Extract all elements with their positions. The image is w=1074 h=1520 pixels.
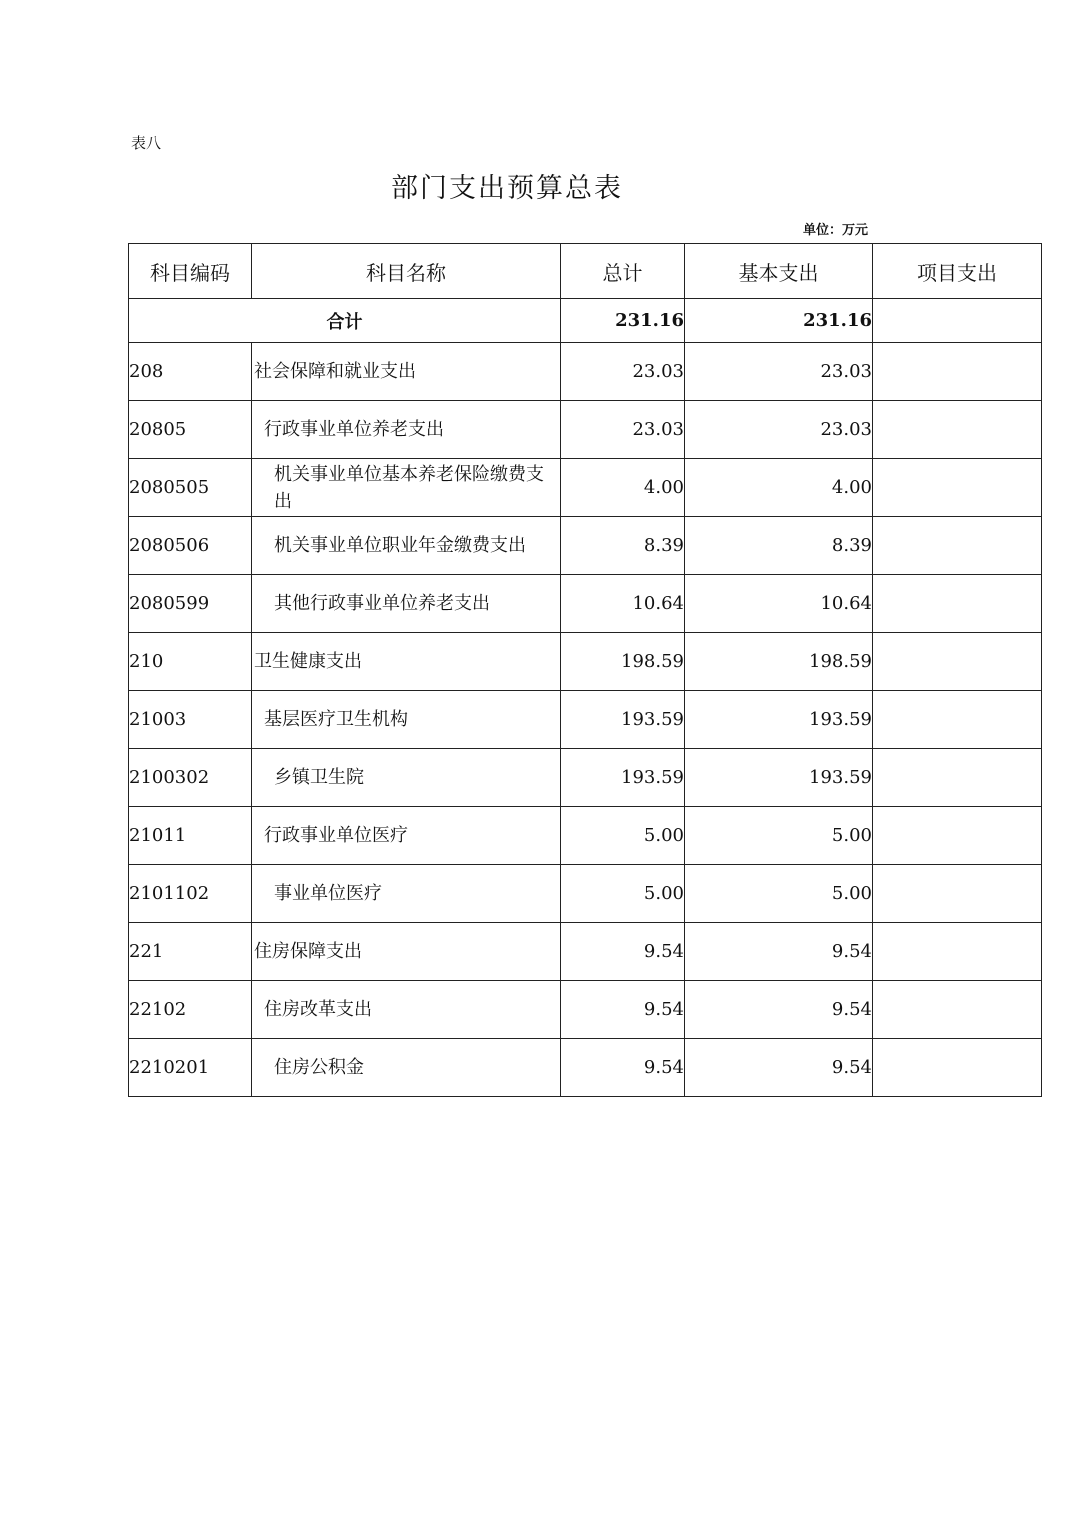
row-code: 22102 xyxy=(129,981,252,1039)
row-total: 9.54 xyxy=(561,981,685,1039)
row-name xyxy=(252,691,561,749)
total-basic: 231.16 xyxy=(685,299,873,343)
row-basic: 8.39 xyxy=(685,517,873,575)
row-name xyxy=(252,343,561,401)
row-name-text: 住房改革支出 xyxy=(264,999,372,1020)
row-name xyxy=(252,749,561,807)
row-project xyxy=(873,517,1042,575)
table-row xyxy=(129,981,1042,1039)
row-basic: 198.59 xyxy=(685,633,873,691)
row-name-text: 住房保障支出 xyxy=(254,941,362,962)
row-basic: 9.54 xyxy=(685,923,873,981)
row-code: 2210201 xyxy=(129,1039,252,1097)
row-project xyxy=(873,865,1042,923)
row-name xyxy=(252,981,561,1039)
row-code: 21003 xyxy=(129,691,252,749)
table-row xyxy=(129,517,1042,575)
column-header-basic: 基本支出 xyxy=(685,244,873,299)
row-basic: 9.54 xyxy=(685,981,873,1039)
table-row xyxy=(129,691,1042,749)
table-row xyxy=(129,865,1042,923)
row-name-text: 基层医疗卫生机构 xyxy=(264,709,408,730)
row-name xyxy=(252,633,561,691)
row-basic: 5.00 xyxy=(685,807,873,865)
row-name xyxy=(252,807,561,865)
row-basic: 23.03 xyxy=(685,343,873,401)
total-label: 合计 xyxy=(129,299,561,343)
row-code: 210 xyxy=(129,633,252,691)
total-row xyxy=(129,299,1042,343)
row-project xyxy=(873,343,1042,401)
table-row xyxy=(129,459,1042,517)
row-name xyxy=(252,459,561,517)
row-total: 8.39 xyxy=(561,517,685,575)
total-sum: 231.16 xyxy=(561,299,685,343)
row-basic: 193.59 xyxy=(685,691,873,749)
table-row xyxy=(129,401,1042,459)
row-name-text: 社会保障和就业支出 xyxy=(254,361,416,382)
row-code: 2100302 xyxy=(129,749,252,807)
budget-table xyxy=(128,243,1042,1097)
table-label: 表八 xyxy=(131,134,162,152)
row-total: 5.00 xyxy=(561,865,685,923)
row-name-text: 行政事业单位医疗 xyxy=(264,825,408,846)
total-project xyxy=(873,299,1042,343)
row-name xyxy=(252,401,561,459)
row-name xyxy=(252,865,561,923)
row-total: 4.00 xyxy=(561,459,685,517)
column-header-name: 科目名称 xyxy=(252,244,561,299)
row-name-text: 行政事业单位养老支出 xyxy=(264,419,444,440)
row-basic: 9.54 xyxy=(685,1039,873,1097)
row-name-text: 机关事业单位基本养老保险缴费支出 xyxy=(274,463,544,512)
row-code: 20805 xyxy=(129,401,252,459)
row-total: 193.59 xyxy=(561,749,685,807)
row-project xyxy=(873,1039,1042,1097)
table-row xyxy=(129,923,1042,981)
row-name-text: 住房公积金 xyxy=(274,1057,364,1078)
page-title: 部门支出预算总表 xyxy=(391,173,623,204)
column-header-total: 总计 xyxy=(561,244,685,299)
row-name xyxy=(252,517,561,575)
row-total: 198.59 xyxy=(561,633,685,691)
row-name-text: 其他行政事业单位养老支出 xyxy=(274,593,490,614)
row-project xyxy=(873,633,1042,691)
row-name-text: 事业单位医疗 xyxy=(274,883,382,904)
row-project xyxy=(873,807,1042,865)
row-project xyxy=(873,691,1042,749)
row-code: 2080506 xyxy=(129,517,252,575)
row-total: 10.64 xyxy=(561,575,685,633)
table-row xyxy=(129,343,1042,401)
row-name xyxy=(252,1039,561,1097)
row-basic: 10.64 xyxy=(685,575,873,633)
row-code: 2080505 xyxy=(129,459,252,517)
row-total: 23.03 xyxy=(561,343,685,401)
row-name-text: 机关事业单位职业年金缴费支出 xyxy=(274,535,526,556)
row-project xyxy=(873,981,1042,1039)
row-basic: 5.00 xyxy=(685,865,873,923)
row-basic: 193.59 xyxy=(685,749,873,807)
row-total: 193.59 xyxy=(561,691,685,749)
unit-label: 单位：万元 xyxy=(802,223,868,238)
row-basic: 23.03 xyxy=(685,401,873,459)
row-name xyxy=(252,575,561,633)
column-header-code: 科目编码 xyxy=(129,244,252,299)
header-row xyxy=(129,244,1042,299)
row-total: 5.00 xyxy=(561,807,685,865)
row-code: 2101102 xyxy=(129,865,252,923)
row-project xyxy=(873,401,1042,459)
row-project xyxy=(873,459,1042,517)
row-basic: 4.00 xyxy=(685,459,873,517)
row-name-text: 乡镇卫生院 xyxy=(274,767,364,788)
row-project xyxy=(873,749,1042,807)
row-name-text: 卫生健康支出 xyxy=(254,651,362,672)
table-row xyxy=(129,575,1042,633)
row-total: 23.03 xyxy=(561,401,685,459)
row-name xyxy=(252,923,561,981)
row-project xyxy=(873,575,1042,633)
column-header-project: 项目支出 xyxy=(873,244,1042,299)
row-project xyxy=(873,923,1042,981)
table-row xyxy=(129,749,1042,807)
row-code: 2080599 xyxy=(129,575,252,633)
row-code: 221 xyxy=(129,923,252,981)
row-total: 9.54 xyxy=(561,1039,685,1097)
row-code: 21011 xyxy=(129,807,252,865)
row-total: 9.54 xyxy=(561,923,685,981)
table-row xyxy=(129,633,1042,691)
row-code: 208 xyxy=(129,343,252,401)
table-row xyxy=(129,1039,1042,1097)
table-row xyxy=(129,807,1042,865)
